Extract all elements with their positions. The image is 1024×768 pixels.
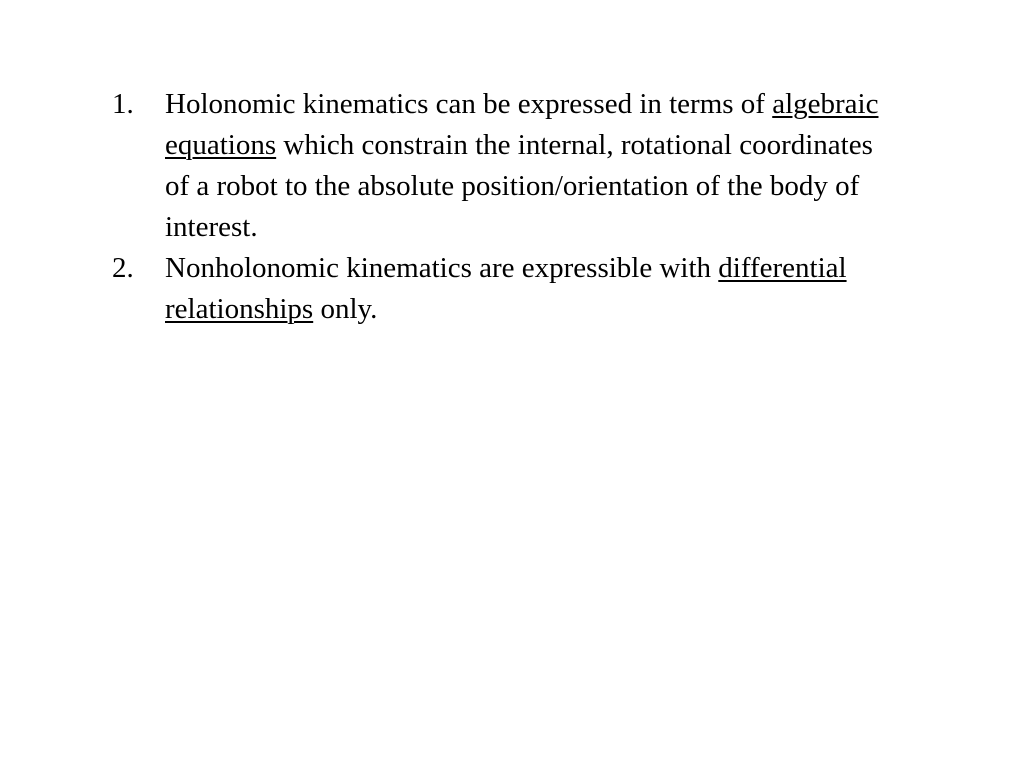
underlined-term: algebraic equations	[165, 88, 879, 161]
list-item-text-lead: Holonomic kinematics can be expressed in terms of	[165, 88, 773, 120]
list-item-number: 1.	[112, 88, 134, 120]
list-item-number: 2.	[112, 252, 134, 284]
list-item-text-rest: only.	[313, 293, 378, 325]
list-item	[112, 248, 892, 330]
list-item-text	[165, 252, 847, 325]
numbered-list	[112, 84, 892, 330]
list-item-text-rest: which constrain the internal, rotational coordinates of a robot to the absolute position/orientation of the body of interest.	[165, 129, 873, 243]
list-item-text	[165, 88, 878, 243]
list-item-text-lead: Nonholonomic kinematics are expressible with	[165, 252, 719, 284]
list-item	[112, 84, 892, 248]
underlined-term: differential relationships	[165, 252, 847, 325]
